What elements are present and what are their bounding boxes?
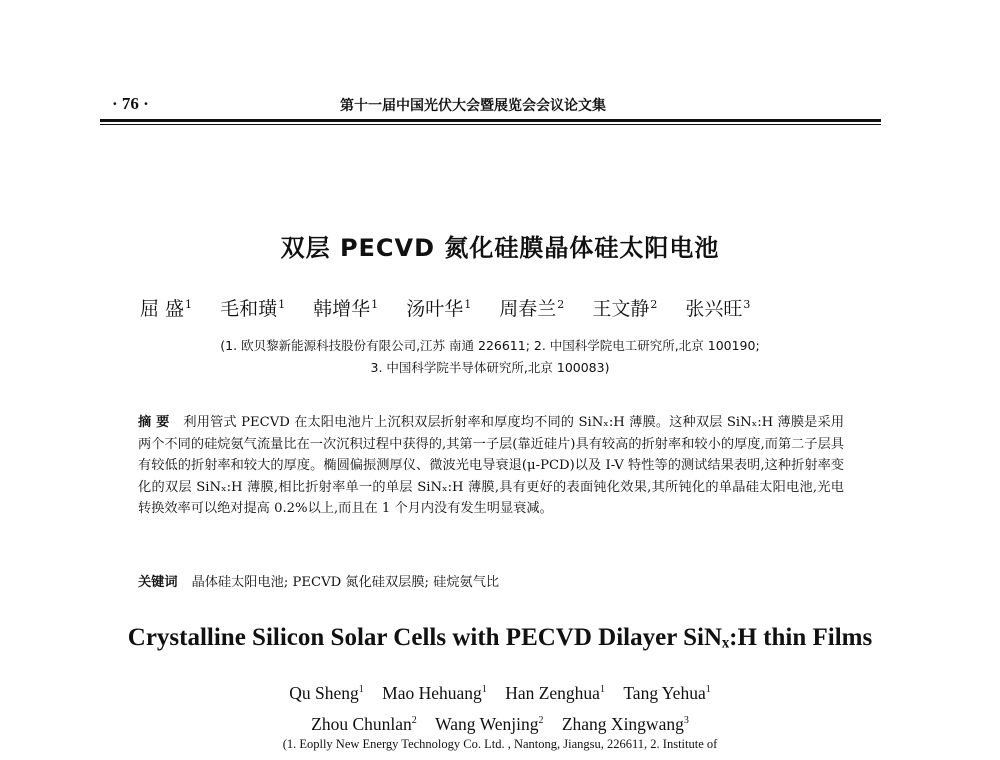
- author-row: [0, 707, 1000, 738]
- keywords: [138, 572, 844, 594]
- author-name: Zhou Chunlan: [311, 713, 412, 734]
- affiliation-mark: 1: [185, 297, 193, 311]
- affiliation-mark: 1: [464, 297, 472, 311]
- author-en: [562, 714, 689, 734]
- author-zh: [592, 298, 657, 320]
- author-name: 张兴旺: [685, 298, 743, 320]
- affiliation-mark: 2: [557, 297, 565, 311]
- author-en: [505, 683, 605, 703]
- journal-title: 第十一届中国光伏大会暨展览会会议论文集: [340, 98, 606, 114]
- abstract-label: 摘 要: [138, 415, 170, 430]
- affiliation-mark: 1: [278, 297, 286, 311]
- author-zh: [406, 298, 471, 320]
- title-chinese: 双层 PECVD 氮化硅膜晶体硅太阳电池: [280, 234, 720, 262]
- author-en: [289, 683, 364, 703]
- affiliation-mark: 2: [538, 714, 544, 726]
- author-name: Zhang Xingwang: [561, 713, 684, 734]
- author-zh: [313, 298, 378, 320]
- author-en: [382, 683, 487, 703]
- author-zh: [685, 298, 750, 320]
- author-name: 汤叶华: [406, 298, 464, 320]
- authors-chinese: [140, 294, 860, 321]
- page-number: · 76 ·: [112, 94, 149, 113]
- affiliation-mark: 1: [599, 684, 605, 695]
- authors-english: [0, 676, 1000, 738]
- keywords-text: 晶体硅太阳电池; PECVD 氮化硅双层膜; 硅烷氨气比: [191, 575, 500, 590]
- author-en: [311, 714, 417, 734]
- author-name: 毛和璜: [220, 298, 278, 320]
- author-name: 周春兰: [499, 298, 557, 320]
- author-zh: [220, 298, 285, 320]
- author-zh: [499, 298, 564, 320]
- abstract: [138, 412, 844, 520]
- affiliation-mark: 2: [650, 297, 658, 311]
- affiliation-mark: 2: [411, 714, 417, 726]
- header-rule-thick: [100, 119, 881, 122]
- keywords-label: 关键词: [138, 575, 178, 590]
- abstract-text: 利用管式 PECVD 在太阳电池片上沉积双层折射率和厚度均不同的 SiNₓ:H 薄膜。这种双层 SiNₓ:H 薄膜是采用两个不同的硅烷氨气流量比在一次沉积过程中获得的,其第一子层(靠近硅片)具有较高的折射率和较小的厚度,而第二子层具有较低的折射率和较大的厚度。椭圆偏振测厚仪、微波光电导衰退(μ-PCD)以及 I-V 特性等的测试结果表明,这种折射率变化的双层 SiNₓ:H 薄膜,相比折射率单一的单层 SiNₓ:H 薄膜,具有更好的表面钝化效果,其所钝化的单晶硅太阳电池,光电转换效率可以绝对提高 0.2%以上,而且在 1 个月内没有发生明显衰减。: [138, 415, 845, 516]
- title-english: Crystalline Silicon Solar Cells with PECVD Dilayer SiNₓ:H thin Films: [127, 624, 873, 651]
- author-en: [435, 714, 543, 734]
- affiliation-mark: 1: [481, 684, 487, 695]
- author-en: [623, 683, 710, 703]
- author-name: Han Zenghua: [505, 682, 600, 703]
- affiliation-mark: 1: [371, 297, 379, 311]
- author-name: 韩增华: [313, 298, 371, 320]
- author-name: Tang Yehua: [623, 682, 706, 703]
- affiliation-mark: 1: [705, 684, 711, 695]
- author-name: 王文静: [592, 298, 650, 320]
- author-zh: [140, 298, 192, 320]
- affiliation-mark: 3: [683, 714, 689, 726]
- author-name: Wang Wenjing: [435, 713, 539, 734]
- author-name: 屈 盛: [140, 298, 185, 320]
- affiliation-line: (1. 欧贝黎新能源科技股份有限公司,江苏 南通 226611; 2. 中国科学院电工研究所,北京 100190;: [220, 338, 760, 353]
- affiliation-mark: 3: [743, 297, 751, 311]
- affiliation-mark: 1: [358, 684, 364, 695]
- affiliation-english: (1. Eoplly New Energy Technology Co. Ltd. , Nantong, Jiangsu, 226611, 2. Institute of: [282, 737, 718, 751]
- author-name: Mao Hehuang: [382, 682, 482, 703]
- author-row: [0, 676, 1000, 707]
- author-name: Qu Sheng: [289, 682, 359, 703]
- header-rule-thin: [100, 124, 881, 125]
- running-header: [100, 92, 880, 118]
- affiliations-chinese: [100, 335, 880, 379]
- affiliation-line: 3. 中国科学院半导体研究所,北京 100083): [370, 360, 610, 375]
